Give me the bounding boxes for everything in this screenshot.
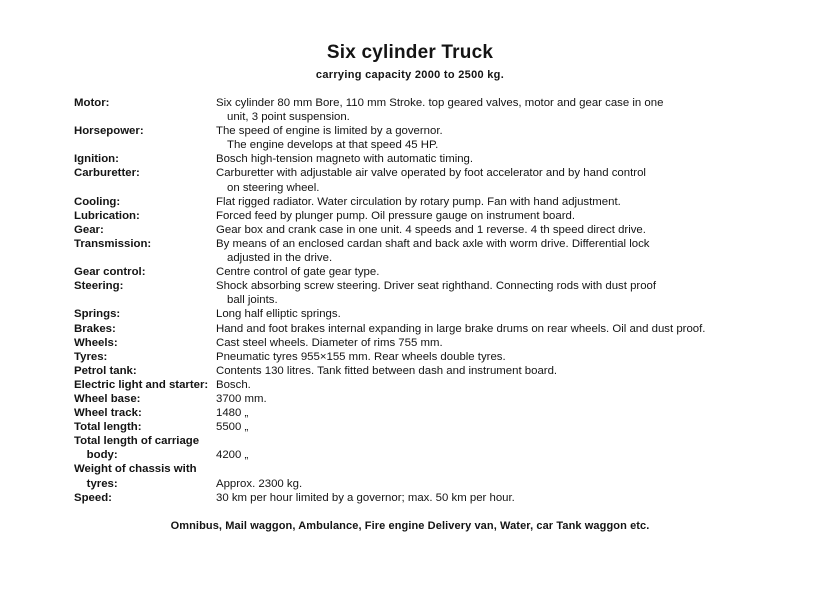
spec-label: Springs:	[74, 308, 121, 321]
spec-value-line: 5500 „	[216, 421, 249, 434]
spec-row	[74, 152, 740, 166]
spec-label: Motor:	[74, 97, 110, 109]
spec-value-line: Cast steel wheels. Diameter of rims 755 mm.	[216, 336, 443, 349]
spec-value-line: 3700 mm.	[216, 392, 267, 405]
spec-value-line: 1480 „	[216, 407, 249, 420]
spec-value	[216, 96, 740, 124]
spec-value-line: Carburetter with adjustable air valve operated by foot accelerator and by hand control	[216, 167, 646, 180]
spec-value	[216, 166, 740, 194]
spec-value-line: Long half elliptic springs.	[216, 308, 341, 321]
spec-value-line: The speed of engine is limited by a governor.	[216, 125, 443, 138]
spec-row	[74, 364, 740, 378]
spec-row	[74, 322, 740, 336]
spec-value	[216, 364, 740, 378]
spec-label: Wheel base:	[74, 392, 141, 405]
spec-row	[74, 378, 740, 392]
spec-value	[216, 336, 740, 350]
spec-value	[216, 152, 740, 166]
spec-value-line: 30 km per hour limited by a governor; max. 50 km per hour.	[216, 491, 515, 504]
spec-label: Wheels:	[74, 336, 118, 349]
spec-label: Electric light and starter:	[74, 378, 209, 391]
spec-value-line: Bosch high-tension magneto with automatic timing.	[216, 153, 474, 166]
spec-row	[74, 336, 740, 350]
spec-value	[216, 307, 740, 321]
spec-row	[74, 477, 740, 491]
spec-label: Total length of carriage	[74, 435, 200, 448]
spec-value	[216, 462, 740, 476]
spec-value-line: Hand and foot brakes internal expanding in large brake drums on rear wheels. Oil and dust proof.	[216, 322, 706, 335]
spec-label: Ignition:	[74, 153, 119, 166]
spec-row	[74, 307, 740, 321]
spec-value	[216, 378, 740, 392]
spec-value-line: Contents 130 litres. Tank fitted between dash and instrument board.	[216, 364, 558, 377]
page-subtitle: carrying capacity 2000 to 2500 kg.	[315, 69, 505, 81]
spec-value-line: Bosch.	[216, 378, 251, 391]
spec-label: Steering:	[74, 280, 124, 293]
spec-label: Speed:	[74, 491, 112, 504]
spec-value	[216, 265, 740, 279]
spec-list	[74, 96, 740, 505]
spec-value-line: Six cylinder 80 mm Bore, 110 mm Stroke. top geared valves, motor and gear case in one	[216, 97, 664, 109]
spec-value-line: ball joints.	[227, 294, 278, 307]
spec-row	[74, 209, 740, 223]
spec-label: Brakes:	[74, 322, 116, 335]
spec-label: Gear control:	[74, 266, 146, 279]
spec-value-line: Approx. 2300 kg.	[216, 477, 303, 490]
spec-row	[74, 392, 740, 406]
spec-row	[74, 462, 740, 476]
spec-label: Horsepower:	[74, 125, 144, 138]
spec-value-line: The engine develops at that speed 45 HP.	[227, 139, 439, 152]
spec-value-line: Pneumatic tyres 955×155 mm. Rear wheels double tyres.	[216, 350, 506, 363]
spec-value-line	[216, 462, 740, 476]
spec-value	[216, 322, 740, 336]
spec-value-line: adjusted in the drive.	[227, 252, 333, 265]
spec-label: Tyres:	[74, 350, 108, 363]
spec-value	[216, 448, 740, 462]
spec-value	[216, 477, 740, 491]
spec-row	[74, 491, 740, 505]
spec-row	[74, 124, 740, 152]
spec-row	[74, 420, 740, 434]
spec-label: Transmission:	[74, 237, 152, 250]
spec-row	[74, 223, 740, 237]
spec-value	[216, 279, 740, 307]
spec-value	[216, 223, 740, 237]
spec-value-line: By means of an enclosed cardan shaft and back axle with worm drive. Differential lock	[216, 237, 650, 250]
spec-label: tyres:	[74, 477, 118, 490]
spec-label: Lubrication:	[74, 209, 140, 222]
page-title: Six cylinder Truck	[326, 42, 494, 63]
spec-row	[74, 350, 740, 364]
spec-row	[74, 96, 740, 124]
spec-label: Petrol tank:	[74, 364, 137, 377]
spec-value-line	[216, 434, 740, 448]
spec-label: Total length:	[74, 421, 142, 434]
spec-value	[216, 392, 740, 406]
spec-row	[74, 279, 740, 307]
spec-value-line: Flat rigged radiator. Water circulation by rotary pump. Fan with hand adjustment.	[216, 195, 621, 208]
spec-value	[216, 124, 740, 152]
spec-value-line: unit, 3 point suspension.	[227, 111, 350, 124]
spec-row	[74, 448, 740, 462]
spec-value	[216, 209, 740, 223]
spec-row	[74, 434, 740, 448]
spec-row	[74, 406, 740, 420]
spec-value-line: on steering wheel.	[227, 181, 320, 194]
spec-value	[216, 406, 740, 420]
spec-label: body:	[74, 449, 118, 462]
spec-value-line: Centre control of gate gear type.	[216, 266, 380, 279]
spec-value	[216, 237, 740, 265]
spec-value	[216, 420, 740, 434]
spec-value	[216, 434, 740, 448]
spec-label: Weight of chassis with	[74, 463, 197, 476]
spec-value	[216, 491, 740, 505]
spec-row	[74, 237, 740, 265]
spec-label: Gear:	[74, 223, 104, 236]
spec-value-line: Shock absorbing screw steering. Driver seat righthand. Connecting rods with dust proof	[216, 280, 657, 293]
spec-row	[74, 195, 740, 209]
spec-value-line: 4200 „	[216, 449, 249, 462]
spec-label: Carburetter:	[74, 167, 140, 180]
footer-note: Omnibus, Mail waggon, Ambulance, Fire engine Delivery van, Water, car Tank waggon etc.	[170, 520, 650, 532]
spec-value-line: Forced feed by plunger pump. Oil pressure gauge on instrument board.	[216, 209, 576, 222]
spec-row	[74, 166, 740, 194]
spec-row	[74, 265, 740, 279]
spec-value	[216, 350, 740, 364]
spec-label: Cooling:	[74, 195, 121, 208]
spec-value	[216, 195, 740, 209]
spec-value-line: Gear box and crank case in one unit. 4 speeds and 1 reverse. 4 th speed direct drive.	[216, 223, 646, 236]
spec-label: Wheel track:	[74, 407, 142, 420]
